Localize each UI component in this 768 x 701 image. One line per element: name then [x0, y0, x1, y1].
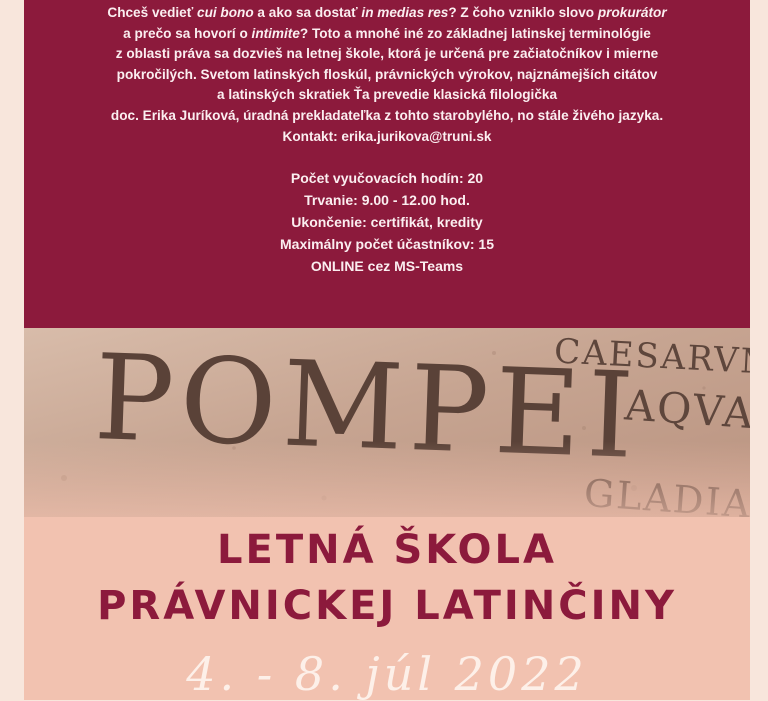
- fact-hours: Počet vyučovacích hodín: 20: [290, 170, 484, 187]
- intro-line-1: Chceš vedieť cui bono a ako sa dostať in medias res? Z čoho vzniklo slovo prokurátor: [107, 5, 667, 20]
- intro-line-2: a prečo sa hovorí o intimite? Toto a mnohé iné zo základnej latinskej terminológie: [123, 25, 651, 41]
- fact-capacity: Maximálny počet účastníkov: 15: [280, 236, 494, 253]
- info-panel: [24, 0, 750, 328]
- intro-line-5: a latinských skratiek Ťa prevedie klasická filologička: [216, 87, 558, 103]
- title-line-1: LETNÁ ŠKOLA: [217, 527, 557, 573]
- contact-email[interactable]: Kontakt: erika.jurikova@truni.sk: [282, 128, 492, 144]
- right-margin: [750, 0, 768, 700]
- fact-completion: Ukončenie: certifikát, kredity: [291, 214, 483, 231]
- event-date: 4. - 8. júl 2022: [186, 647, 588, 701]
- title-line-2: PRÁVNICKEJ LATINČINY: [97, 583, 677, 629]
- stone-inscription-image: [24, 328, 750, 517]
- stone-fade: [24, 328, 750, 517]
- intro-text: [24, 0, 750, 147]
- inscription-svg: [24, 328, 750, 517]
- intro-line-4: pokročilých. Svetom latinských floskúl, právnických výrokov, najznámejších citátov: [116, 66, 658, 82]
- title-panel: [24, 517, 750, 700]
- fact-online: ONLINE cez MS-Teams: [310, 258, 464, 275]
- fact-duration: Trvanie: 9.00 - 12.00 hod.: [304, 192, 470, 209]
- left-margin: [0, 0, 24, 700]
- intro-line-6: doc. Erika Juríková, úradná prekladateľka z tohto starobylého, no stále živého jazyka.: [110, 107, 664, 123]
- intro-line-3: z oblasti práva sa dozvieš na letnej škole, ktorá je určená pre začiatočníkov i mierne: [115, 46, 659, 62]
- course-facts: [24, 167, 750, 277]
